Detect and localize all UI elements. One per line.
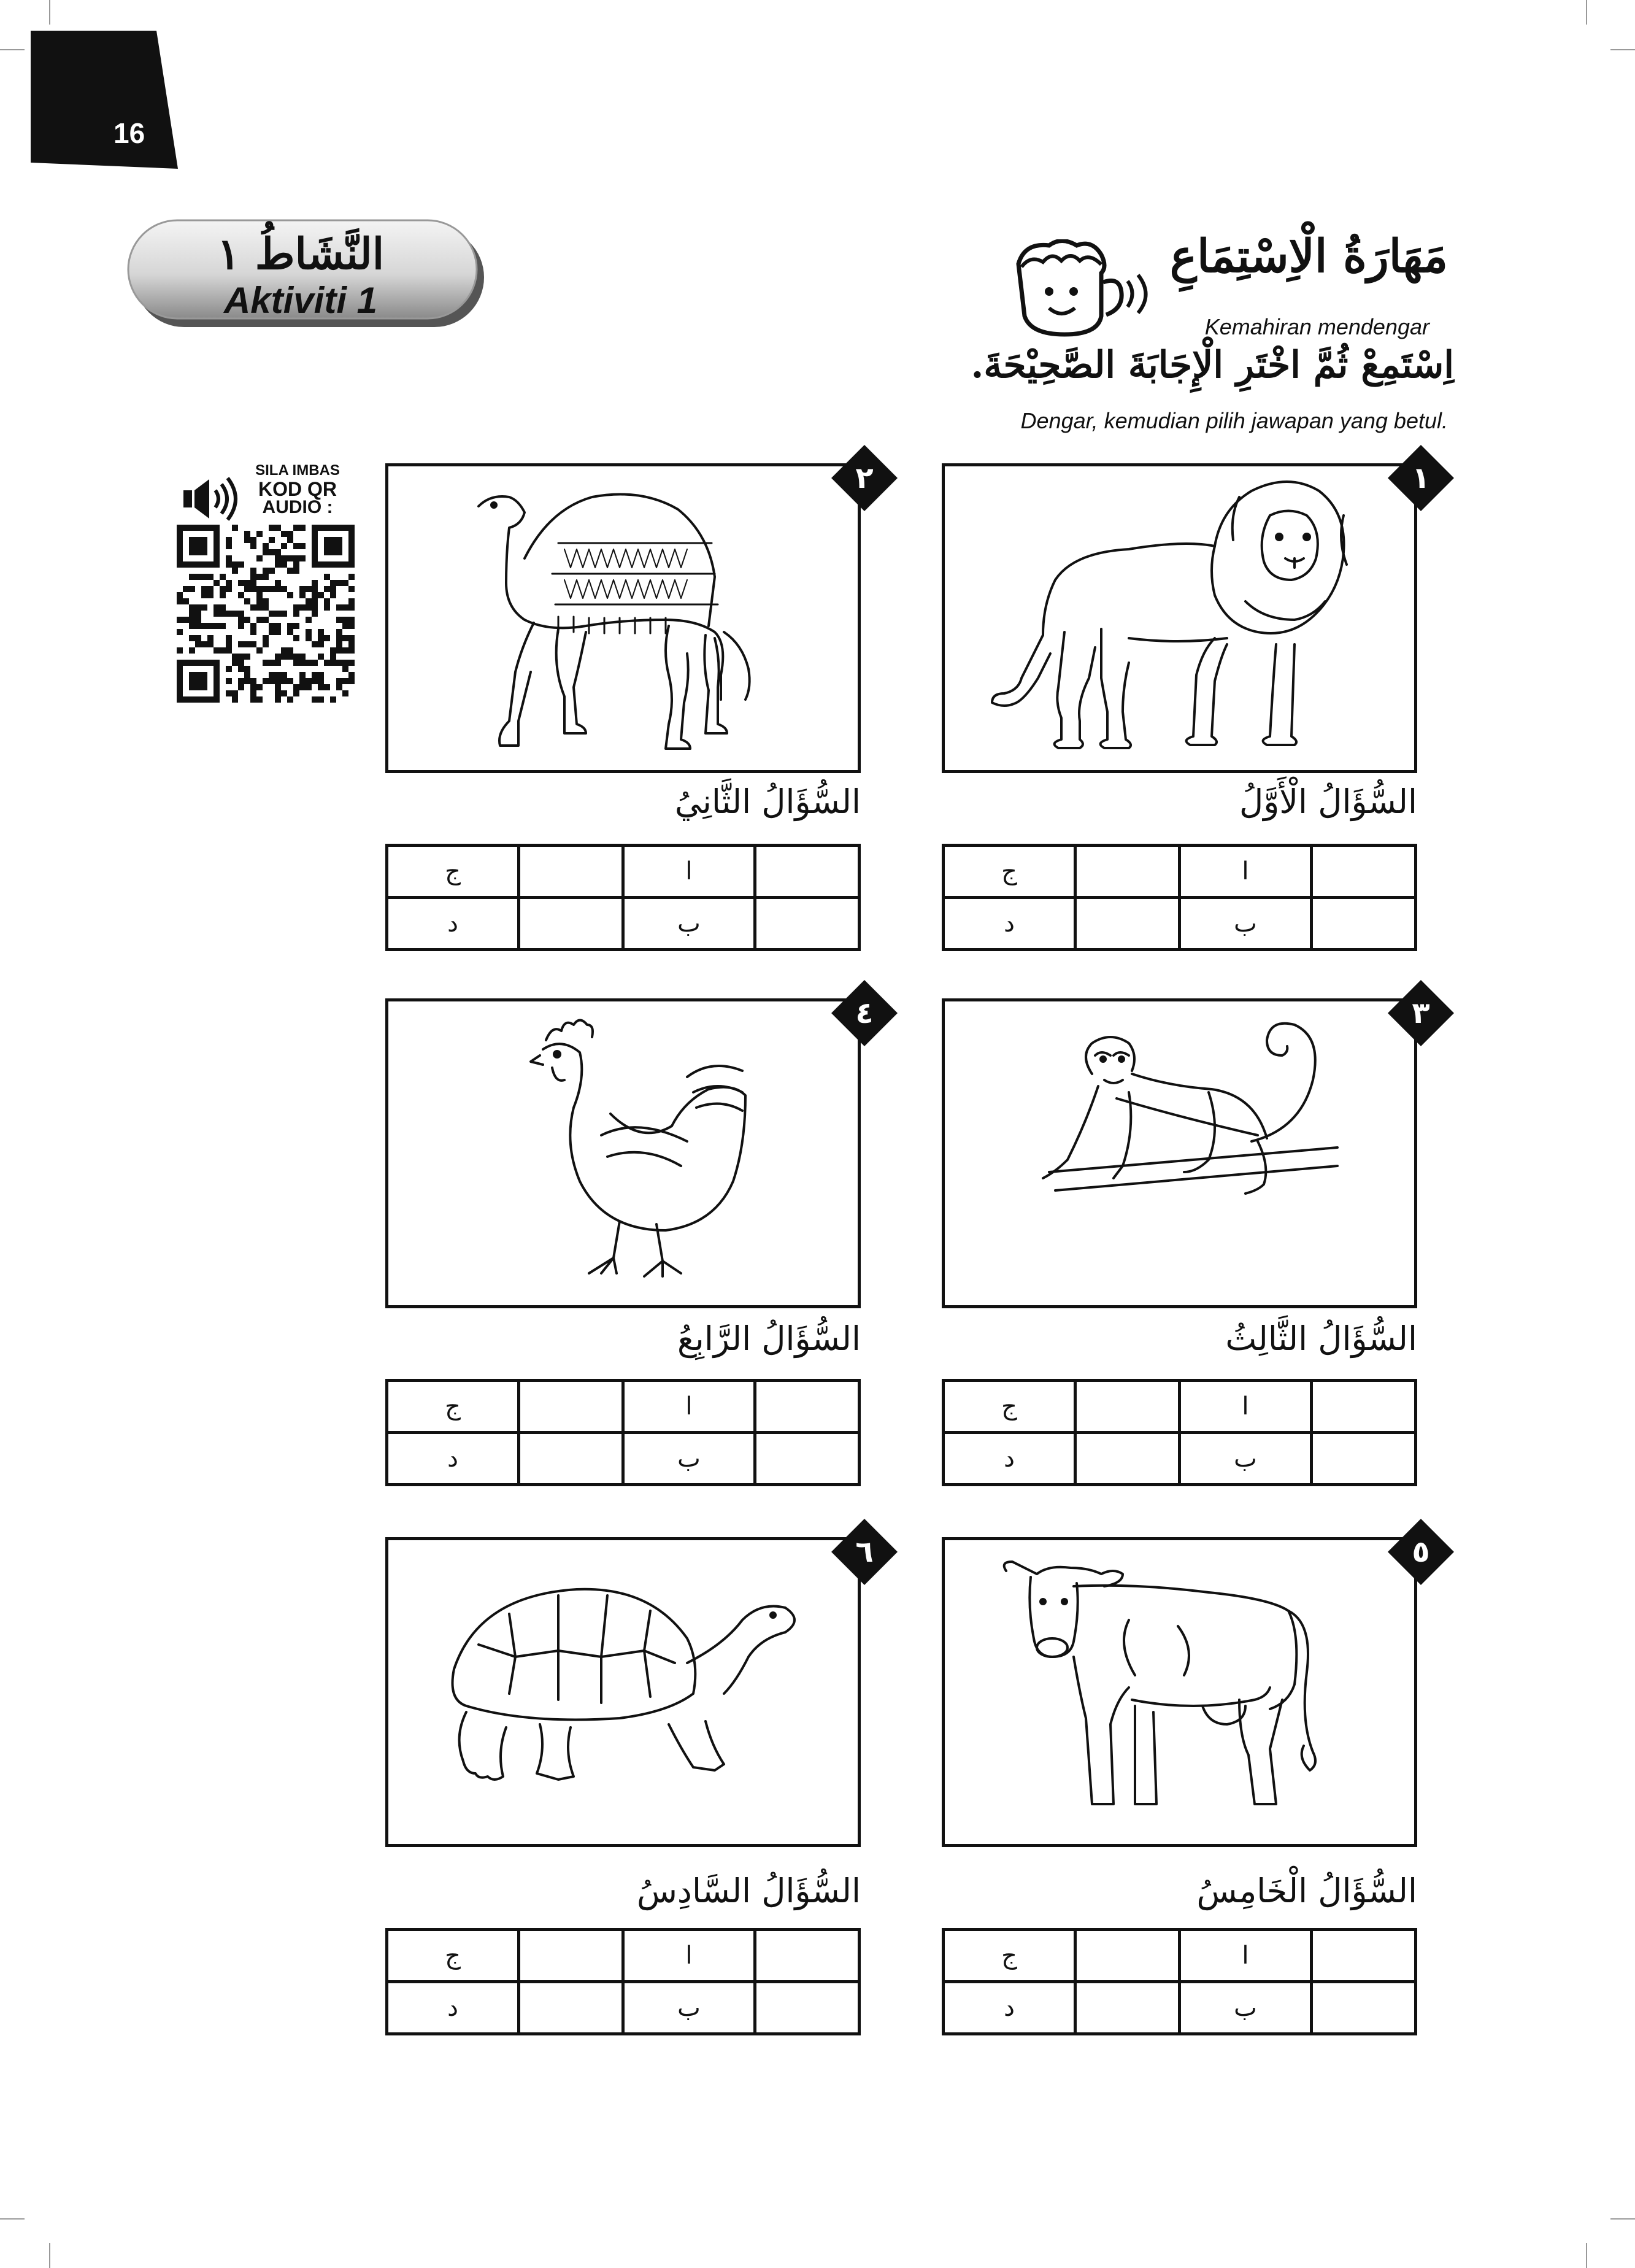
crop-mark (0, 2218, 25, 2220)
choice-d-label: د (944, 1982, 1075, 2034)
choice-b-label: ب (623, 898, 755, 950)
choice-b-label: ب (1179, 1982, 1311, 2034)
choice-d-label: د (944, 1433, 1075, 1485)
hen-illustration (528, 1012, 773, 1289)
choice-c-box[interactable] (519, 846, 623, 898)
choice-a-box[interactable] (1312, 846, 1416, 898)
choice-d-box[interactable] (519, 1433, 623, 1485)
answer-grid-q6 (385, 1928, 861, 2035)
instruction-arabic: اِسْتَمِعْ ثُمَّ اخْتَرِ الْإِجَابَةَ الصَّحِيْحَةَ. (971, 344, 1454, 387)
choice-a-label: ا (623, 1930, 755, 1982)
choice-c-box[interactable] (1075, 846, 1180, 898)
choice-b-box[interactable] (755, 898, 860, 950)
badge-number: ٣ (1412, 996, 1430, 1030)
choice-d-box[interactable] (1075, 1433, 1180, 1485)
question-label-q3: السُّؤَالُ الثَّالِثُ (1225, 1319, 1417, 1358)
choice-a-box[interactable] (755, 1381, 860, 1433)
answer-grid-q4 (385, 1379, 861, 1486)
crop-mark (0, 49, 25, 50)
choice-c-box[interactable] (1075, 1930, 1180, 1982)
tortoise-illustration (442, 1577, 810, 1822)
question-badge-q2 (831, 445, 898, 511)
badge-number: ٢ (855, 461, 874, 495)
qr-code[interactable] (177, 525, 355, 703)
camel-illustration (466, 482, 761, 764)
badge-number: ٦ (855, 1535, 874, 1569)
choice-c-box[interactable] (1075, 1381, 1180, 1433)
crop-mark (49, 2243, 50, 2268)
page-number-tab (31, 31, 178, 169)
choice-c-box[interactable] (519, 1930, 623, 1982)
choice-b-box[interactable] (755, 1982, 860, 2034)
choice-a-box[interactable] (755, 1930, 860, 1982)
choice-d-label: د (944, 898, 1075, 950)
instruction-malay: Dengar, kemudian pilih jawapan yang betul. (1020, 408, 1448, 433)
crop-mark (1586, 2243, 1587, 2268)
activity-title-arabic: النَّشَاطُ ١ (217, 228, 385, 279)
choice-b-label: ب (1179, 1433, 1311, 1485)
crop-mark (1586, 0, 1587, 25)
speaker-icon (181, 476, 239, 522)
choice-d-label: د (387, 1433, 519, 1485)
choice-c-box[interactable] (519, 1381, 623, 1433)
question-label-q4: السُّؤَالُ الرَّابِعُ (677, 1319, 861, 1358)
answer-grid-q2 (385, 844, 861, 951)
crop-mark (49, 0, 50, 25)
choice-d-label: د (387, 898, 519, 950)
crop-mark (1610, 2218, 1635, 2220)
choice-c-label: ج (387, 846, 519, 898)
page-number: 16 (113, 117, 145, 149)
question-label-q5: السُّؤَالُ الْخَامِسُ (1196, 1872, 1417, 1910)
choice-a-box[interactable] (1312, 1930, 1416, 1982)
question-badge-q6 (831, 1519, 898, 1585)
choice-b-label: ب (623, 1433, 755, 1485)
cow-illustration (994, 1552, 1362, 1829)
question-label-q1: السُّؤَالُ الْأَوَّلُ (1239, 782, 1417, 821)
choice-d-box[interactable] (1075, 1982, 1180, 2034)
monkey-illustration (1025, 1006, 1344, 1289)
choice-c-label: ج (944, 1930, 1075, 1982)
badge-number: ٤ (855, 996, 874, 1030)
choice-d-box[interactable] (519, 898, 623, 950)
choice-b-label: ب (1179, 898, 1311, 950)
choice-b-box[interactable] (1312, 1433, 1416, 1485)
choice-b-box[interactable] (1312, 1982, 1416, 2034)
choice-b-box[interactable] (755, 1433, 860, 1485)
choice-a-label: ا (1179, 846, 1311, 898)
choice-c-label: ج (387, 1381, 519, 1433)
badge-number: ١ (1412, 461, 1430, 495)
answer-grid-q3 (942, 1379, 1417, 1486)
answer-grid-q1 (942, 844, 1417, 951)
qr-caption-line2: KOD QR (258, 478, 337, 500)
choice-d-box[interactable] (1075, 898, 1180, 950)
choice-a-box[interactable] (1312, 1381, 1416, 1433)
choice-a-label: ا (1179, 1381, 1311, 1433)
choice-a-label: ا (623, 1381, 755, 1433)
skill-title-arabic: مَهَارَةُ الْاِسْتِمَاعِ (1169, 230, 1448, 283)
qr-caption-line3: AUDIO : (262, 497, 333, 517)
crop-mark (1610, 49, 1635, 50)
activity-title-malay: Aktiviti 1 (223, 280, 378, 321)
lion-illustration (982, 479, 1380, 755)
choice-c-label: ج (944, 846, 1075, 898)
choice-b-label: ب (623, 1982, 755, 2034)
qr-caption (242, 461, 353, 517)
choice-a-label: ا (623, 846, 755, 898)
question-label-q6: السُّؤَالُ السَّادِسُ (637, 1872, 861, 1910)
skill-title-malay: Kemahiran mendengar (1204, 314, 1429, 339)
question-badge-q4 (831, 980, 898, 1046)
choice-d-box[interactable] (519, 1982, 623, 2034)
qr-caption-line1: SILA IMBAS (255, 462, 340, 479)
question-badge-q1 (1388, 445, 1454, 511)
badge-number: ٥ (1412, 1535, 1430, 1569)
answer-grid-q5 (942, 1928, 1417, 2035)
question-badge-q3 (1388, 980, 1454, 1046)
choice-d-label: د (387, 1982, 519, 2034)
choice-a-box[interactable] (755, 846, 860, 898)
choice-a-label: ا (1179, 1930, 1311, 1982)
question-badge-q5 (1388, 1519, 1454, 1585)
choice-c-label: ج (944, 1381, 1075, 1433)
choice-c-label: ج (387, 1930, 519, 1982)
question-label-q2: السُّؤَالُ الثَّانِيُ (674, 782, 861, 821)
choice-b-box[interactable] (1312, 898, 1416, 950)
